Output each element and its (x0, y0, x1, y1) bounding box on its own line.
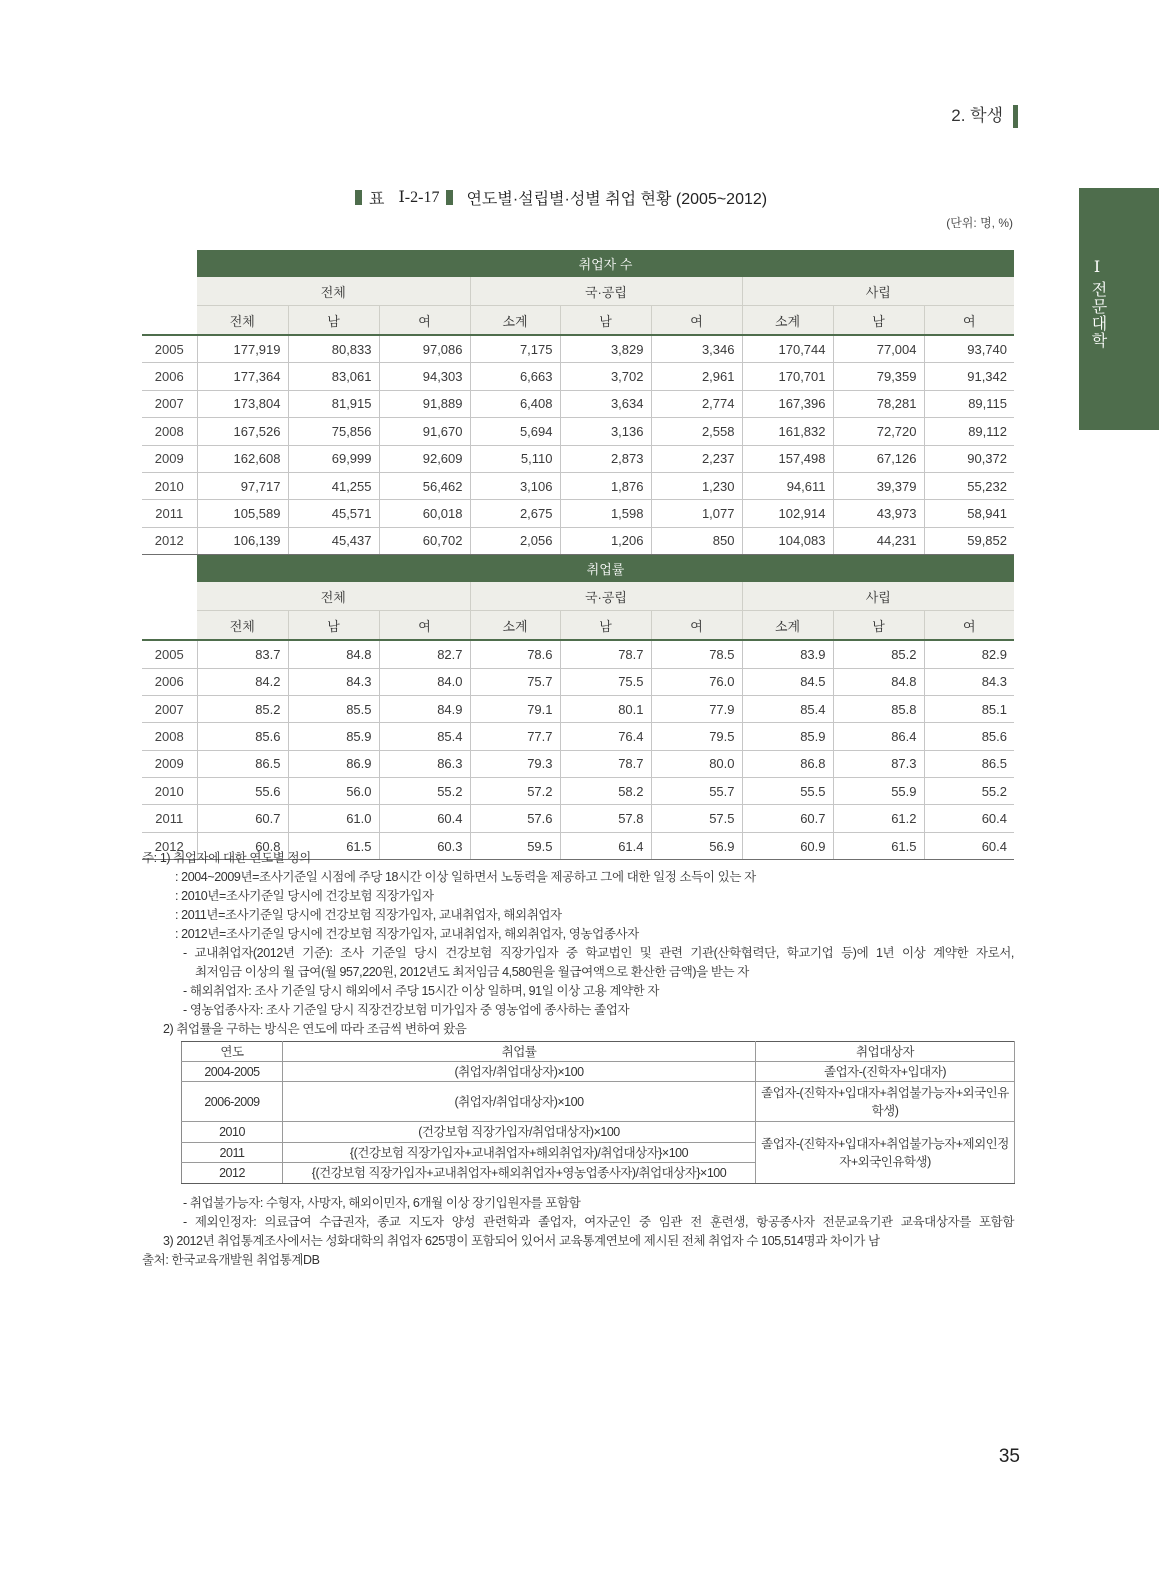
value-cell: 2,961 (651, 363, 742, 390)
value-cell: 84.5 (742, 668, 833, 695)
value-cell: 6,663 (470, 363, 560, 390)
value-cell: 61.2 (833, 805, 924, 832)
table-row (142, 418, 1014, 445)
corner-cell (142, 277, 197, 306)
corner-cell (142, 555, 197, 583)
value-cell: 1,876 (560, 472, 651, 499)
page-number: 35 (998, 1446, 1020, 1467)
value-cell: 44,231 (833, 527, 924, 554)
value-cell: 1,206 (560, 527, 651, 554)
year-cell: 2007 (142, 695, 197, 722)
value-cell: 85.9 (288, 723, 379, 750)
value-cell: 83.9 (742, 640, 833, 668)
value-cell: 78.7 (560, 640, 651, 668)
value-cell: 85.1 (924, 695, 1014, 722)
value-cell: 3,702 (560, 363, 651, 390)
note-definition: : 2010년=조사기준일 당시에 건강보험 직장가입자 (175, 889, 434, 903)
value-cell: 162,608 (197, 445, 288, 472)
year-cell: 2009 (142, 445, 197, 472)
value-cell: 84.3 (924, 668, 1014, 695)
column-header: 전체 (197, 306, 288, 336)
value-cell: 55.2 (924, 778, 1014, 805)
value-cell: 76.0 (651, 668, 742, 695)
note-definition: : 2012년=조사기준일 당시에 건강보험 직장가입자, 교내취업자, 해외취업자, 영농업종사자 (175, 927, 639, 941)
year-cell: 2010 (142, 472, 197, 499)
value-cell: 84.0 (379, 668, 470, 695)
value-cell: 59.5 (470, 832, 560, 859)
value-cell: 167,396 (742, 390, 833, 417)
column-header: 소계 (470, 306, 560, 336)
rate-title-row (142, 555, 1014, 583)
value-cell: 85.9 (742, 723, 833, 750)
group-header: 사립 (742, 277, 1014, 306)
value-cell: 57.2 (470, 778, 560, 805)
formula-header-rate: 취업률 (283, 1042, 756, 1062)
value-cell: 79.5 (651, 723, 742, 750)
year-cell: 2012 (142, 527, 197, 554)
value-cell: 76.4 (560, 723, 651, 750)
chapter-label: 전문대학 (1089, 281, 1106, 349)
running-head-section: 2. 학생 (951, 106, 1003, 125)
year-cell: 2011 (142, 805, 197, 832)
group-header: 전체 (197, 582, 470, 611)
value-cell: 69,999 (288, 445, 379, 472)
value-cell: 60.3 (379, 832, 470, 859)
formula-year: 2004-2005 (182, 1062, 283, 1082)
value-cell: 57.8 (560, 805, 651, 832)
value-cell: 55,232 (924, 472, 1014, 499)
value-cell: 80.0 (651, 750, 742, 777)
value-cell: 105,589 (197, 500, 288, 527)
value-cell: 89,112 (924, 418, 1014, 445)
year-cell: 2007 (142, 390, 197, 417)
value-cell: 77.9 (651, 695, 742, 722)
table-notes (142, 849, 1014, 1270)
value-cell: 61.5 (833, 832, 924, 859)
value-cell: 170,744 (742, 335, 833, 363)
formula-rate: (취업자/취업대상자)×100 (283, 1082, 756, 1122)
column-header: 여 (651, 611, 742, 641)
value-cell: 6,408 (470, 390, 560, 417)
note-2: 2) 취업률을 구하는 방식은 연도에 따라 조금씩 변하여 왔음 (163, 1022, 467, 1036)
value-cell: 39,379 (833, 472, 924, 499)
formula-target: 졸업자-(진학자+입대자+취업불가능자+외국인유학생) (756, 1082, 1015, 1122)
group-header: 국·공립 (470, 277, 742, 306)
formula-header-row (182, 1042, 1015, 1062)
value-cell: 82.7 (379, 640, 470, 668)
caption-title: 연도별·설립별·성별 취업 현황 (2005~2012) (466, 190, 768, 208)
column-header: 남 (288, 306, 379, 336)
value-cell: 3,829 (560, 335, 651, 363)
value-cell: 79.1 (470, 695, 560, 722)
year-cell: 2012 (142, 832, 197, 859)
formula-row (182, 1122, 1015, 1143)
value-cell: 86.5 (924, 750, 1014, 777)
value-cell: 60.4 (924, 805, 1014, 832)
value-cell: 2,774 (651, 390, 742, 417)
year-cell: 2010 (142, 778, 197, 805)
value-cell: 57.6 (470, 805, 560, 832)
employed-group-row (142, 277, 1014, 306)
value-cell: 78,281 (833, 390, 924, 417)
column-header: 남 (288, 611, 379, 641)
note-unemployable: - 취업불가능자: 수형자, 사망자, 해외이민자, 6개월 이상 장기입원자를 포함함 (183, 1196, 581, 1210)
caption-marker-bar (355, 190, 362, 205)
rate-subheader-row (142, 611, 1014, 641)
column-header: 여 (379, 306, 470, 336)
value-cell: 81,915 (288, 390, 379, 417)
value-cell: 61.5 (288, 832, 379, 859)
value-cell: 1,077 (651, 500, 742, 527)
corner-cell (142, 306, 197, 336)
value-cell: 86.3 (379, 750, 470, 777)
table-row (142, 390, 1014, 417)
value-cell: 157,498 (742, 445, 833, 472)
value-cell: 84.8 (288, 640, 379, 668)
formula-row (182, 1082, 1015, 1122)
value-cell: 84.2 (197, 668, 288, 695)
note-3: 3) 2012년 취업통계조사에서는 성화대학의 취업자 625명이 포함되어 있어서 교육통계연보에 제시된 전체 취업자 수 105,514명과 차이가 남 (163, 1234, 880, 1248)
value-cell: 177,364 (197, 363, 288, 390)
formula-rate: (건강보험 직장가입자/취업대상자)×100 (283, 1122, 756, 1143)
value-cell: 3,136 (560, 418, 651, 445)
column-header: 여 (924, 611, 1014, 641)
year-cell: 2011 (142, 500, 197, 527)
value-cell: 75.7 (470, 668, 560, 695)
value-cell: 85.6 (924, 723, 1014, 750)
value-cell: 91,342 (924, 363, 1014, 390)
running-head-accent-bar (1013, 105, 1018, 128)
value-cell: 85.6 (197, 723, 288, 750)
value-cell: 78.7 (560, 750, 651, 777)
value-cell: 161,832 (742, 418, 833, 445)
table-row (142, 778, 1014, 805)
note-definition: : 2004~2009년=조사기준일 시점에 주당 18시간 이상 일하면서 노동력을 제공하고 그에 대한 일정 소득이 있는 자 (175, 870, 756, 884)
formula-header-target: 취업대상자 (756, 1042, 1015, 1062)
table-row (142, 527, 1014, 554)
value-cell: 77.7 (470, 723, 560, 750)
group-header: 전체 (197, 277, 470, 306)
caption-label: 표 (369, 190, 385, 208)
value-cell: 3,346 (651, 335, 742, 363)
value-cell: 82.9 (924, 640, 1014, 668)
corner-cell (142, 582, 197, 611)
table-row (142, 472, 1014, 499)
column-header: 소계 (742, 611, 833, 641)
value-cell: 60,702 (379, 527, 470, 554)
value-cell: 170,701 (742, 363, 833, 390)
value-cell: 1,230 (651, 472, 742, 499)
formula-year: 2006-2009 (182, 1082, 283, 1122)
value-cell: 56,462 (379, 472, 470, 499)
value-cell: 2,558 (651, 418, 742, 445)
table-row (142, 805, 1014, 832)
rate-block-title: 취업률 (197, 555, 1014, 583)
column-header: 남 (560, 611, 651, 641)
value-cell: 57.5 (651, 805, 742, 832)
note-excluded: - 제외인정자: 의료급여 수급권자, 종교 지도자 양성 관련학과 졸업자, 여자군인 중 임관 전 훈련생, 항공종사자 전문교육기관 교육대상자를 포함함 (183, 1215, 1014, 1229)
value-cell: 60.8 (197, 832, 288, 859)
value-cell: 167,526 (197, 418, 288, 445)
table-row (142, 335, 1014, 363)
formula-year: 2011 (182, 1143, 283, 1163)
group-header: 사립 (742, 582, 1014, 611)
value-cell: 85.4 (379, 723, 470, 750)
value-cell: 7,175 (470, 335, 560, 363)
rate-formula-table (181, 1041, 1015, 1184)
value-cell: 41,255 (288, 472, 379, 499)
value-cell: 85.4 (742, 695, 833, 722)
value-cell: 87.3 (833, 750, 924, 777)
value-cell: 86.4 (833, 723, 924, 750)
employment-rate-section (142, 555, 1014, 860)
group-header: 국·공립 (470, 582, 742, 611)
column-header: 남 (560, 306, 651, 336)
caption-marker-bar (446, 190, 453, 205)
formula-rate: (취업자/취업대상자)×100 (283, 1062, 756, 1082)
value-cell: 5,694 (470, 418, 560, 445)
value-cell: 59,852 (924, 527, 1014, 554)
value-cell: 2,873 (560, 445, 651, 472)
source-note: 출처: 한국교육개발원 취업통계DB (142, 1253, 320, 1267)
value-cell: 86.9 (288, 750, 379, 777)
value-cell: 86.5 (197, 750, 288, 777)
value-cell: 61.0 (288, 805, 379, 832)
value-cell: 89,115 (924, 390, 1014, 417)
value-cell: 75,856 (288, 418, 379, 445)
value-cell: 84.8 (833, 668, 924, 695)
note-definition: : 2011년=조사기준일 당시에 건강보험 직장가입자, 교내취업자, 해외취업자 (175, 908, 562, 922)
value-cell: 106,139 (197, 527, 288, 554)
value-cell: 850 (651, 527, 742, 554)
table-row (142, 500, 1014, 527)
year-cell: 2005 (142, 335, 197, 363)
value-cell: 55.9 (833, 778, 924, 805)
column-header: 전체 (197, 611, 288, 641)
value-cell: 72,720 (833, 418, 924, 445)
value-cell: 45,437 (288, 527, 379, 554)
chapter-numeral: Ⅰ (1093, 259, 1101, 276)
value-cell: 91,889 (379, 390, 470, 417)
value-cell: 5,110 (470, 445, 560, 472)
value-cell: 85.8 (833, 695, 924, 722)
value-cell: 55.2 (379, 778, 470, 805)
value-cell: 2,237 (651, 445, 742, 472)
value-cell: 78.6 (470, 640, 560, 668)
corner-cell (142, 611, 197, 641)
corner-cell (142, 250, 197, 277)
unit-label: (단위: 명, %) (946, 216, 1013, 230)
column-header: 여 (924, 306, 1014, 336)
value-cell: 85.2 (833, 640, 924, 668)
value-cell: 83,061 (288, 363, 379, 390)
year-cell: 2005 (142, 640, 197, 668)
table-row (142, 363, 1014, 390)
employed-block-title: 취업자 수 (197, 250, 1014, 277)
value-cell: 79.3 (470, 750, 560, 777)
column-header: 여 (651, 306, 742, 336)
value-cell: 78.5 (651, 640, 742, 668)
value-cell: 173,804 (197, 390, 288, 417)
value-cell: 79,359 (833, 363, 924, 390)
year-cell: 2009 (142, 750, 197, 777)
employed-count-section (142, 250, 1014, 555)
note-farming-employed: - 영농업종사자: 조사 기준일 당시 직장건강보험 미가입자 중 영농업에 종사하는 졸업자 (183, 1003, 630, 1017)
table-row (142, 750, 1014, 777)
value-cell: 84.3 (288, 668, 379, 695)
employed-subheader-row (142, 306, 1014, 336)
value-cell: 60.7 (197, 805, 288, 832)
formula-rate: {(건강보험 직장가입자+교내취업자+해외취업자+영농업종사자)/취업대상자}×100 (283, 1163, 756, 1184)
value-cell: 85.5 (288, 695, 379, 722)
table-caption (355, 186, 767, 208)
column-header: 여 (379, 611, 470, 641)
table-row (142, 695, 1014, 722)
value-cell: 92,609 (379, 445, 470, 472)
value-cell: 97,717 (197, 472, 288, 499)
formula-year: 2012 (182, 1163, 283, 1184)
value-cell: 80,833 (288, 335, 379, 363)
value-cell: 102,914 (742, 500, 833, 527)
value-cell: 55.5 (742, 778, 833, 805)
value-cell: 85.2 (197, 695, 288, 722)
value-cell: 58.2 (560, 778, 651, 805)
formula-rate: {(건강보험 직장가입자+교내취업자+해외취업자)/취업대상자}×100 (283, 1143, 756, 1163)
formula-year: 2010 (182, 1122, 283, 1143)
employed-title-row (142, 250, 1014, 277)
note-campus-employed-continued: 최저임금 이상의 월 급여(월 957,220원, 2012년도 최저임금 4,580원을 월급여액으로 환산한 금액)을 받는 자 (195, 965, 749, 979)
value-cell: 3,634 (560, 390, 651, 417)
value-cell: 84.9 (379, 695, 470, 722)
year-cell: 2008 (142, 418, 197, 445)
value-cell: 60,018 (379, 500, 470, 527)
value-cell: 67,126 (833, 445, 924, 472)
caption-number: Ⅰ-2-17 (398, 189, 440, 206)
table-row (142, 723, 1014, 750)
value-cell: 80.1 (560, 695, 651, 722)
year-cell: 2008 (142, 723, 197, 750)
value-cell: 86.8 (742, 750, 833, 777)
value-cell: 3,106 (470, 472, 560, 499)
value-cell: 77,004 (833, 335, 924, 363)
value-cell: 90,372 (924, 445, 1014, 472)
employment-statistics-table (142, 250, 1014, 860)
value-cell: 55.7 (651, 778, 742, 805)
value-cell: 58,941 (924, 500, 1014, 527)
rate-group-row (142, 582, 1014, 611)
value-cell: 2,675 (470, 500, 560, 527)
value-cell: 1,598 (560, 500, 651, 527)
formula-row (182, 1062, 1015, 1082)
column-header: 남 (833, 306, 924, 336)
value-cell: 60.9 (742, 832, 833, 859)
chapter-side-tab (1079, 188, 1159, 430)
formula-header-year: 연도 (182, 1042, 283, 1062)
value-cell: 83.7 (197, 640, 288, 668)
value-cell: 94,611 (742, 472, 833, 499)
value-cell: 91,670 (379, 418, 470, 445)
table-row (142, 445, 1014, 472)
value-cell: 60.4 (379, 805, 470, 832)
value-cell: 55.6 (197, 778, 288, 805)
value-cell: 75.5 (560, 668, 651, 695)
value-cell: 2,056 (470, 527, 560, 554)
formula-target: 졸업자-(진학자+입대자) (756, 1062, 1015, 1082)
value-cell: 60.4 (924, 832, 1014, 859)
column-header: 소계 (470, 611, 560, 641)
value-cell: 56.9 (651, 832, 742, 859)
value-cell: 97,086 (379, 335, 470, 363)
note-overseas-employed: - 해외취업자: 조사 기준일 당시 해외에서 주당 15시간 이상 일하며, 91일 이상 고용 계약한 자 (183, 984, 660, 998)
value-cell: 56.0 (288, 778, 379, 805)
table-row (142, 668, 1014, 695)
value-cell: 104,083 (742, 527, 833, 554)
column-header: 소계 (742, 306, 833, 336)
column-header: 남 (833, 611, 924, 641)
table-row (142, 640, 1014, 668)
note-1-title: 주: 1) 취업자에 대한 연도별 정의 (142, 851, 311, 865)
value-cell: 177,919 (197, 335, 288, 363)
value-cell: 43,973 (833, 500, 924, 527)
value-cell: 93,740 (924, 335, 1014, 363)
formula-target: 졸업자-(진학자+입대자+취업불가능자+제외인정자+외국인유학생) (756, 1122, 1015, 1184)
year-cell: 2006 (142, 668, 197, 695)
value-cell: 94,303 (379, 363, 470, 390)
note-campus-employed: - 교내취업자(2012년 기준): 조사 기준일 당시 건강보험 직장가입자 중 학교법인 및 관련 기관(산학협력단, 학교기업 등)에 1년 이상 계약한 자로서, (183, 946, 1014, 960)
value-cell: 60.7 (742, 805, 833, 832)
year-cell: 2006 (142, 363, 197, 390)
value-cell: 61.4 (560, 832, 651, 859)
value-cell: 45,571 (288, 500, 379, 527)
